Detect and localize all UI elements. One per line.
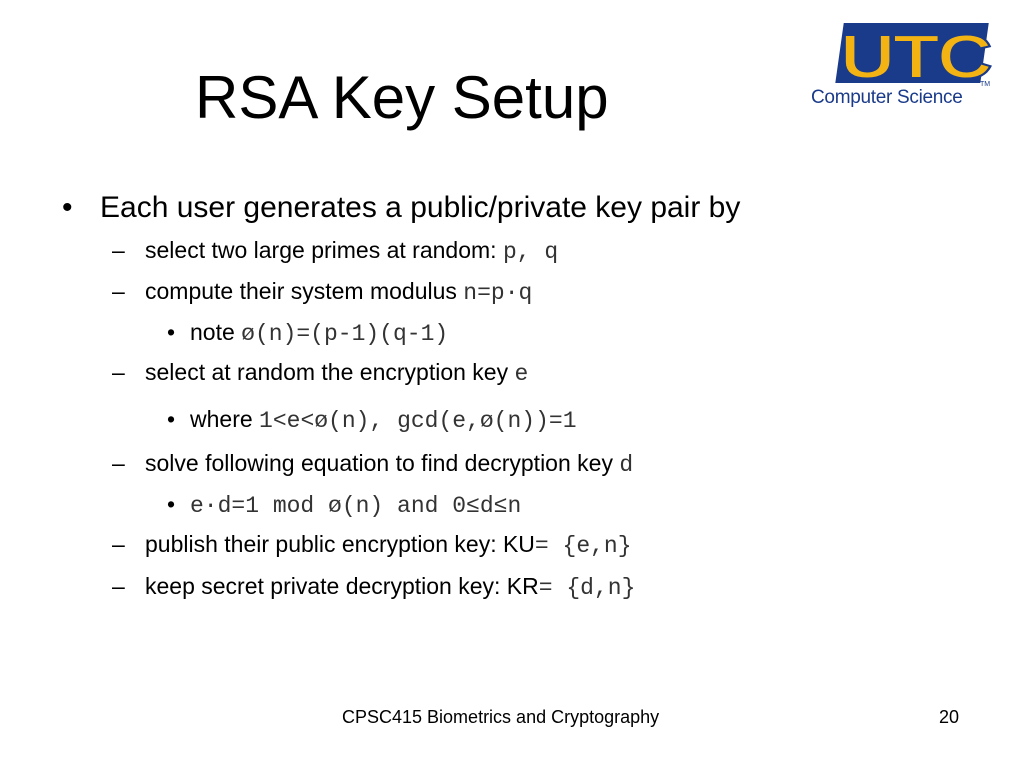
- sub-sub-bullet-note: [190, 318, 448, 348]
- sub-sub-bullet-marker: •: [167, 319, 176, 345]
- code-where: 1<e<ø(n), gcd(e,ø(n))=1: [259, 408, 577, 434]
- sub-bullet-text: keep secret private decryption key: KR: [145, 573, 539, 599]
- dash-marker: –: [112, 573, 125, 599]
- dash-marker: –: [112, 237, 125, 263]
- sub-bullet-compute-modulus: [145, 277, 532, 307]
- page-number: 20: [939, 707, 960, 727]
- sub-bullet-select-primes: [145, 236, 558, 266]
- code-equation: e·d=1 mod ø(n) and 0≤d≤n: [190, 493, 522, 519]
- dash-marker: –: [112, 278, 125, 304]
- logo-trademark: TM: [980, 81, 991, 88]
- sub-bullet-solve: [145, 449, 633, 479]
- code-private-key: = {d,n}: [538, 575, 636, 601]
- sub-sub-bullet-marker: •: [167, 491, 176, 517]
- sub-bullet-text: select at random the encryption key: [145, 359, 515, 385]
- sub-sub-bullet-marker: •: [167, 406, 176, 432]
- logo-letters: UTC: [840, 23, 992, 92]
- bullet-main-text: Each user generates a public/private key pair by: [100, 191, 741, 224]
- code-primes: p, q: [502, 239, 559, 265]
- sub-sub-bullet-equation: [190, 490, 521, 520]
- dash-marker: –: [112, 450, 125, 476]
- code-d: d: [619, 452, 634, 478]
- code-e: e: [514, 361, 529, 387]
- code-modulus: n=p·q: [463, 280, 533, 306]
- sub-bullet-select-e: [145, 358, 528, 388]
- code-totient: ø(n)=(p-1)(q-1): [241, 321, 449, 347]
- sub-sub-bullet-text: note: [190, 319, 242, 345]
- sub-bullet-keep-secret: [145, 572, 635, 602]
- sub-bullet-text: publish their public encryption key: KU: [145, 531, 535, 557]
- sub-sub-bullet-text: where: [190, 406, 260, 432]
- sub-sub-bullet-where: [190, 405, 577, 435]
- code-public-key: = {e,n}: [534, 533, 632, 559]
- sub-bullet-text: compute their system modulus: [145, 278, 464, 304]
- dash-marker: –: [112, 359, 125, 385]
- logo-caption: Computer Science: [811, 87, 963, 108]
- bullet-main: [100, 190, 740, 226]
- bullet-marker: •: [62, 191, 73, 224]
- sub-bullet-text: solve following equation to find decryption key: [145, 450, 620, 476]
- sub-bullet-publish: [145, 530, 632, 560]
- sub-bullet-text: select two large primes at random:: [145, 237, 503, 263]
- footer-course: CPSC415 Biometrics and Cryptography: [342, 707, 660, 727]
- dash-marker: –: [112, 531, 125, 557]
- slide-title: RSA Key Setup: [195, 64, 609, 131]
